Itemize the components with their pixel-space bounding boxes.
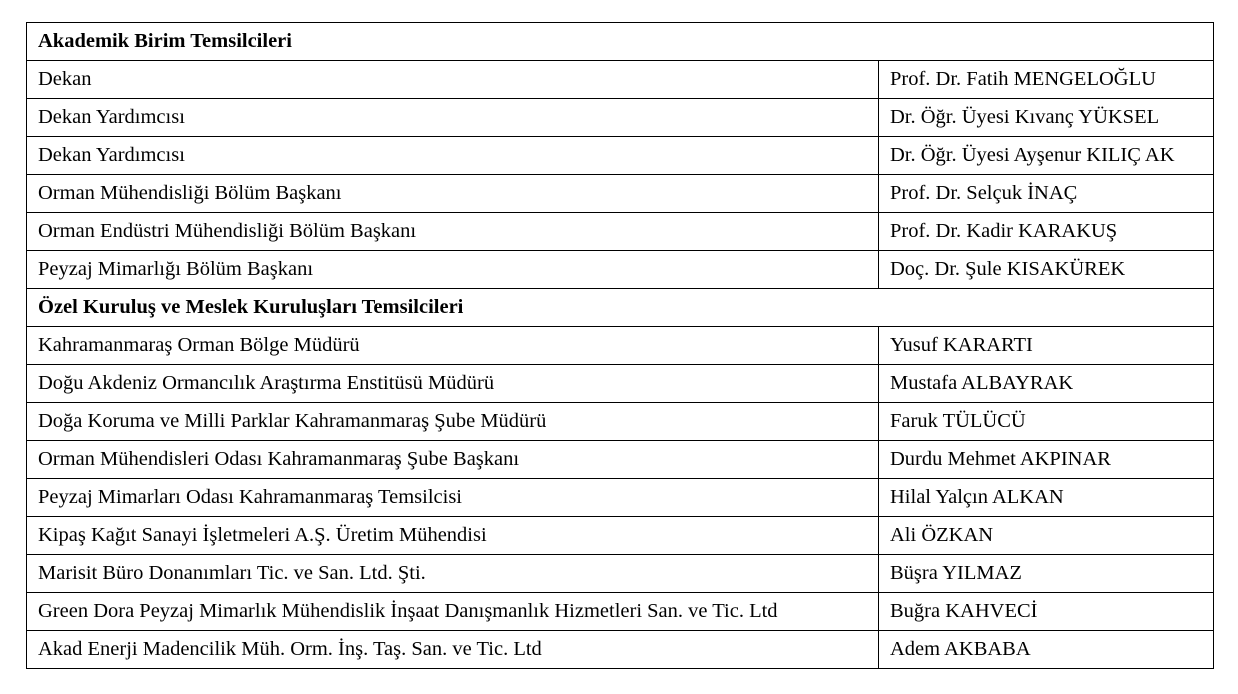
member-name-cell: Prof. Dr. Fatih MENGELOĞLU xyxy=(879,61,1214,99)
member-name-cell: Hilal Yalçın ALKAN xyxy=(879,479,1214,517)
member-name-cell: Dr. Öğr. Üyesi Ayşenur KILIÇ AK xyxy=(879,137,1214,175)
member-name-cell: Ali ÖZKAN xyxy=(879,517,1214,555)
member-name-cell: Buğra KAHVECİ xyxy=(879,593,1214,631)
role-cell: Green Dora Peyzaj Mimarlık Mühendislik İnşaat Danışmanlık Hizmetleri San. ve Tic. Ltd xyxy=(27,593,879,631)
role-cell: Orman Mühendisliği Bölüm Başkanı xyxy=(27,175,879,213)
table-row xyxy=(27,441,1214,479)
role-cell: Orman Endüstri Mühendisliği Bölüm Başkanı xyxy=(27,213,879,251)
table-row xyxy=(27,631,1214,669)
table-row xyxy=(27,479,1214,517)
member-name-cell: Dr. Öğr. Üyesi Kıvanç YÜKSEL xyxy=(879,99,1214,137)
role-cell: Akad Enerji Madencilik Müh. Orm. İnş. Taş. San. ve Tic. Ltd xyxy=(27,631,879,669)
role-cell: Doğa Koruma ve Milli Parklar Kahramanmaraş Şube Müdürü xyxy=(27,403,879,441)
role-cell: Kahramanmaraş Orman Bölge Müdürü xyxy=(27,327,879,365)
member-name-cell: Yusuf KARARTI xyxy=(879,327,1214,365)
member-name-cell: Büşra YILMAZ xyxy=(879,555,1214,593)
table-row xyxy=(27,403,1214,441)
table-row xyxy=(27,99,1214,137)
role-cell: Marisit Büro Donanımları Tic. ve San. Ltd. Şti. xyxy=(27,555,879,593)
section-title: Özel Kuruluş ve Meslek Kuruluşları Temsilcileri xyxy=(27,289,1214,327)
board-members-table xyxy=(26,22,1214,669)
role-cell: Orman Mühendisleri Odası Kahramanmaraş Şube Başkanı xyxy=(27,441,879,479)
role-cell: Dekan Yardımcısı xyxy=(27,99,879,137)
member-name-cell: Durdu Mehmet AKPINAR xyxy=(879,441,1214,479)
member-name-cell: Adem AKBABA xyxy=(879,631,1214,669)
table-row xyxy=(27,517,1214,555)
table-row xyxy=(27,365,1214,403)
role-cell: Peyzaj Mimarları Odası Kahramanmaraş Temsilcisi xyxy=(27,479,879,517)
member-name-cell: Doç. Dr. Şule KISAKÜREK xyxy=(879,251,1214,289)
role-cell: Peyzaj Mimarlığı Bölüm Başkanı xyxy=(27,251,879,289)
role-cell: Doğu Akdeniz Ormancılık Araştırma Enstitüsü Müdürü xyxy=(27,365,879,403)
table-row xyxy=(27,593,1214,631)
table-row xyxy=(27,137,1214,175)
table-row xyxy=(27,175,1214,213)
table-row xyxy=(27,327,1214,365)
role-cell: Dekan xyxy=(27,61,879,99)
table-row xyxy=(27,555,1214,593)
role-cell: Kipaş Kağıt Sanayi İşletmeleri A.Ş. Üretim Mühendisi xyxy=(27,517,879,555)
member-name-cell: Mustafa ALBAYRAK xyxy=(879,365,1214,403)
table-row xyxy=(27,213,1214,251)
section-header-row xyxy=(27,289,1214,327)
table-body xyxy=(27,23,1214,669)
section-title: Akademik Birim Temsilcileri xyxy=(27,23,1214,61)
role-cell: Dekan Yardımcısı xyxy=(27,137,879,175)
table-row xyxy=(27,251,1214,289)
section-header-row xyxy=(27,23,1214,61)
table-row xyxy=(27,61,1214,99)
member-name-cell: Prof. Dr. Selçuk İNAÇ xyxy=(879,175,1214,213)
member-name-cell: Faruk TÜLÜCÜ xyxy=(879,403,1214,441)
member-name-cell: Prof. Dr. Kadir KARAKUŞ xyxy=(879,213,1214,251)
